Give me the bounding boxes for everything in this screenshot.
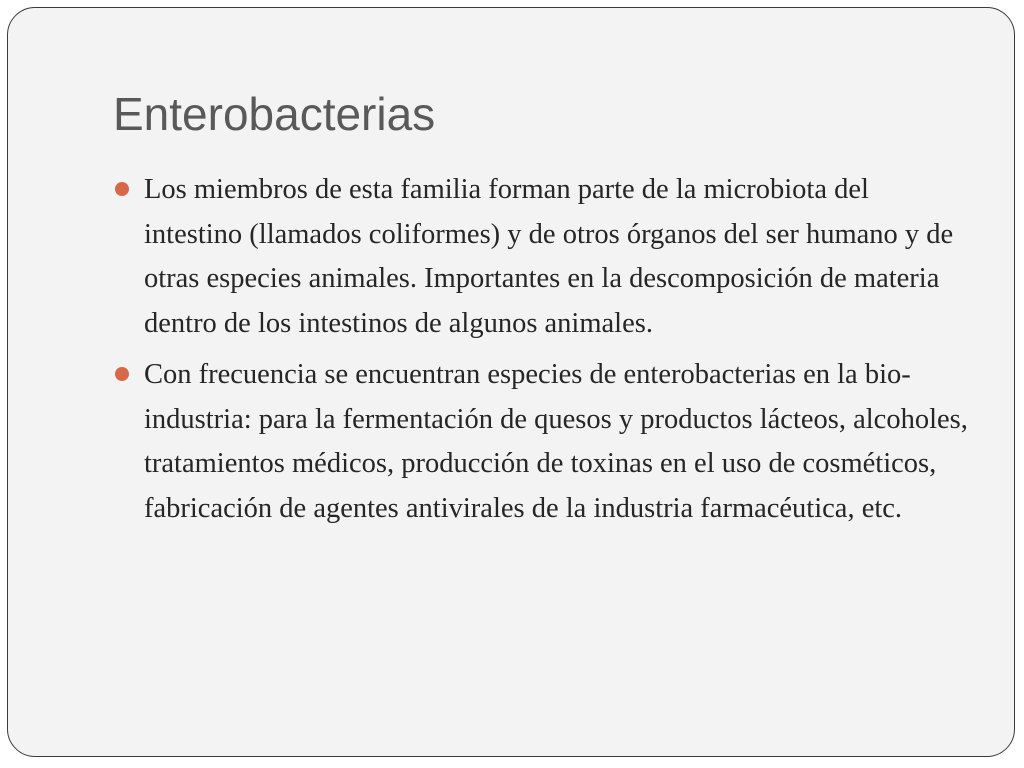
bullet-item-2 <box>144 353 974 531</box>
bullet-dot-icon <box>115 367 129 381</box>
bullet-dot-icon <box>115 182 129 196</box>
bullet-text: Con frecuencia se encuentran especies de enterobacterias en la bio-industria: para la fermentación de quesos y productos lácteos, alcoholes, tratamientos médicos, producción de toxinas en el uso de cosméticos, fabricación de agentes antivirales de la industria farmacéutica, etc. <box>144 359 968 524</box>
bullet-item-1 <box>144 168 974 346</box>
slide-title: Enterobacterias <box>113 88 436 140</box>
bullet-text: Los miembros de esta familia forman parte de la microbiota del intestino (llamados coliformes) y de otros órganos del ser humano y de otras especies animales. Importantes en la descomposición de materia dentro de los intestinos de algunos animales. <box>144 174 954 339</box>
bullet-list <box>144 168 974 538</box>
